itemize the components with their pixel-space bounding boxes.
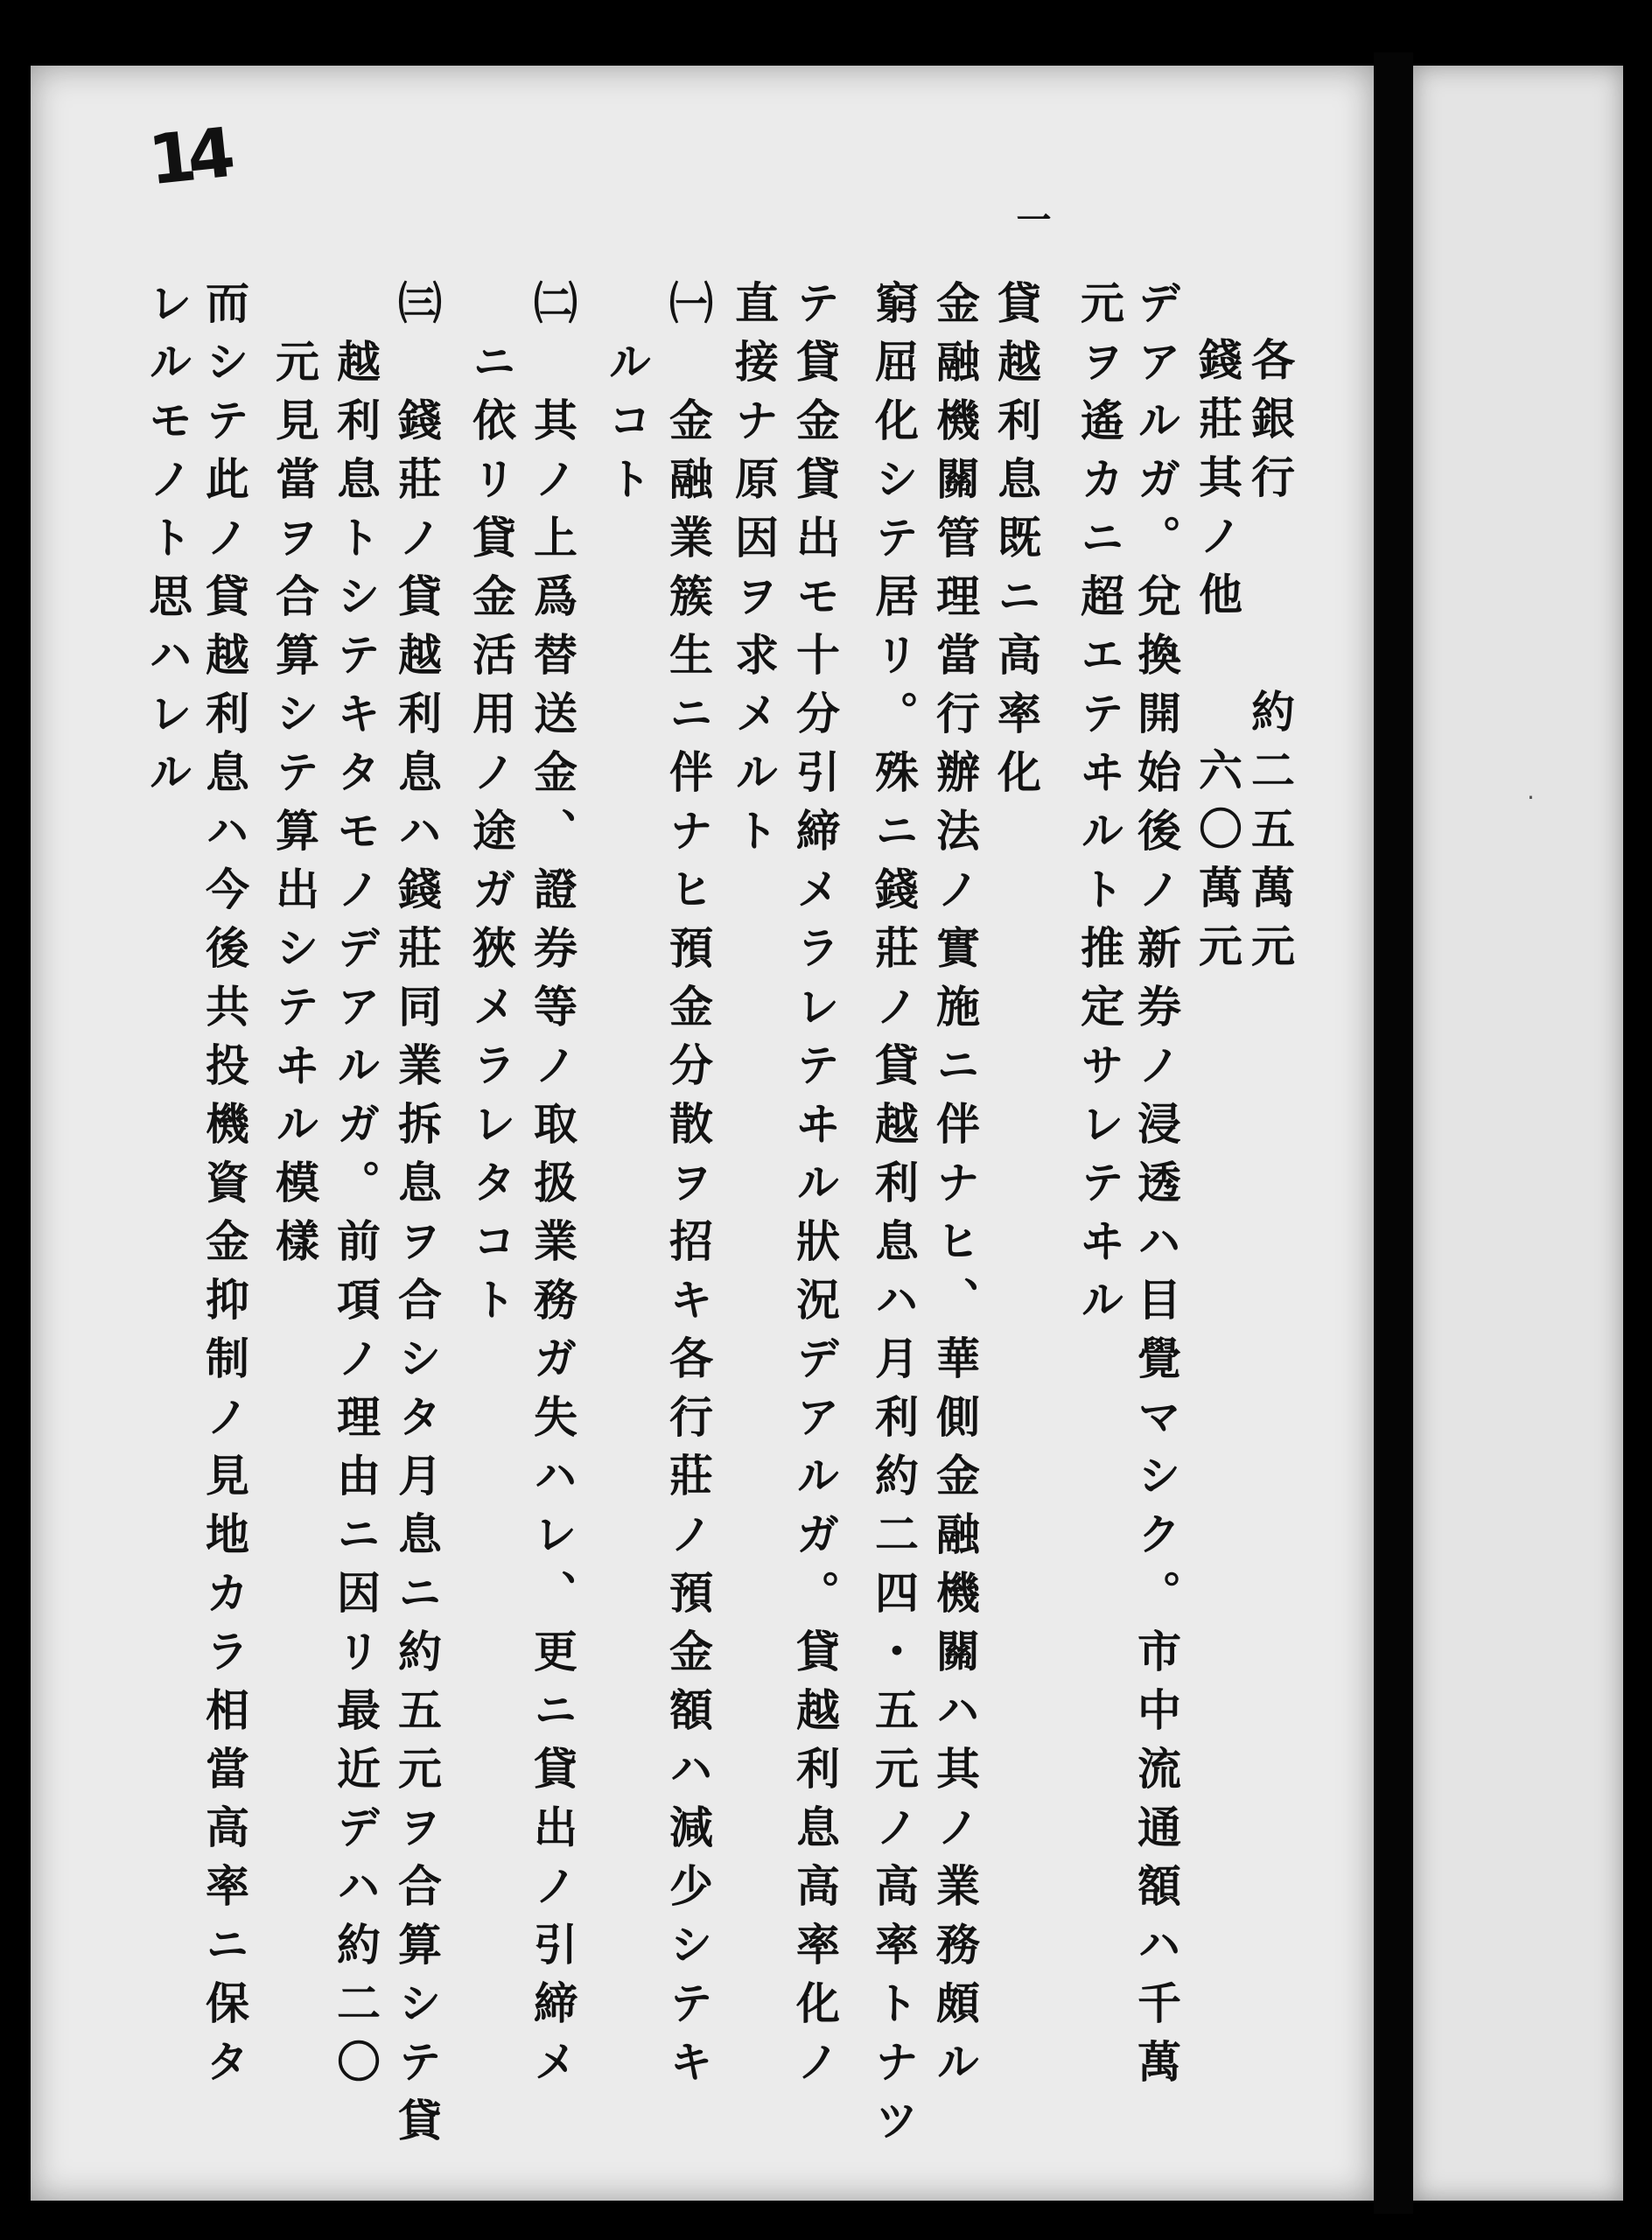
text-column-1: 各銀行 約二五萬元 bbox=[1244, 337, 1296, 982]
book-spine bbox=[1374, 52, 1413, 2214]
text-column-18: レルモノト思ハレル bbox=[142, 280, 193, 808]
text-column-2: 錢莊其ノ他 六〇萬元 bbox=[1192, 337, 1243, 982]
section-mark: 一 bbox=[1011, 201, 1052, 236]
text-column-16: 元見當ヲ合算シテ算出シテヰル模樣 bbox=[269, 280, 320, 1277]
text-column-15: 越利息トシテキタモノデアルガ。前項ノ理由ニ因リ最近デハ約二〇 bbox=[330, 280, 382, 2097]
text-column-8: テ貸金貸出モ十分引締メラレテヰル狀況デアルガ。貸越利息高率化ノ bbox=[789, 280, 841, 2097]
text-column-9: 直接ナ原因ヲ求メルト bbox=[728, 280, 780, 866]
text-column-10: ㈠ 金融業簇生ニ伴ナヒ預金分散ヲ招キ各行莊ノ預金額ハ減少シテキ bbox=[662, 280, 714, 2097]
adjacent-page-edge bbox=[1413, 66, 1623, 2201]
text-column-7: 窮屈化シテ居リ。殊ニ錢莊ノ貸越利息ハ月利約二四・五元ノ高率トナツ bbox=[868, 280, 920, 2156]
text-column-4: 元ヲ遙カニ超エテヰルト推定サレテヰル bbox=[1074, 280, 1125, 1335]
text-column-6: 金融機關管理當行辦法ノ實施ニ伴ナヒ、華側金融機關ハ其ノ業務頗ル bbox=[929, 280, 981, 2097]
page-number: 14 bbox=[144, 114, 231, 201]
text-column-13: ニ依リ貸金活用ノ途ガ狹メラレタコト bbox=[466, 280, 517, 1335]
text-column-12: ㈡ 其ノ上爲替送金、證券等ノ取扱業務ガ失ハレ、更ニ貸出ノ引締メ bbox=[527, 280, 578, 2097]
edge-mark: · bbox=[1527, 783, 1535, 812]
text-column-17: 而シテ此ノ貸越利息ハ今後共投機資金抑制ノ見地カラ相當高率ニ保タ bbox=[199, 280, 250, 2097]
text-column-3: デアルガ。兌換開始後ノ新券ノ浸透ハ目覺マシク。市中流通額ハ千萬 bbox=[1130, 280, 1182, 2097]
text-column-11: ルコト bbox=[601, 280, 653, 514]
text-column-5: 貸越利息既ニ高率化 bbox=[990, 280, 1042, 808]
text-column-14: ㈢ 錢莊ノ貸越利息ハ錢莊同業拆息ヲ合シタ月息ニ約五元ヲ合算シテ貸 bbox=[391, 280, 443, 2156]
